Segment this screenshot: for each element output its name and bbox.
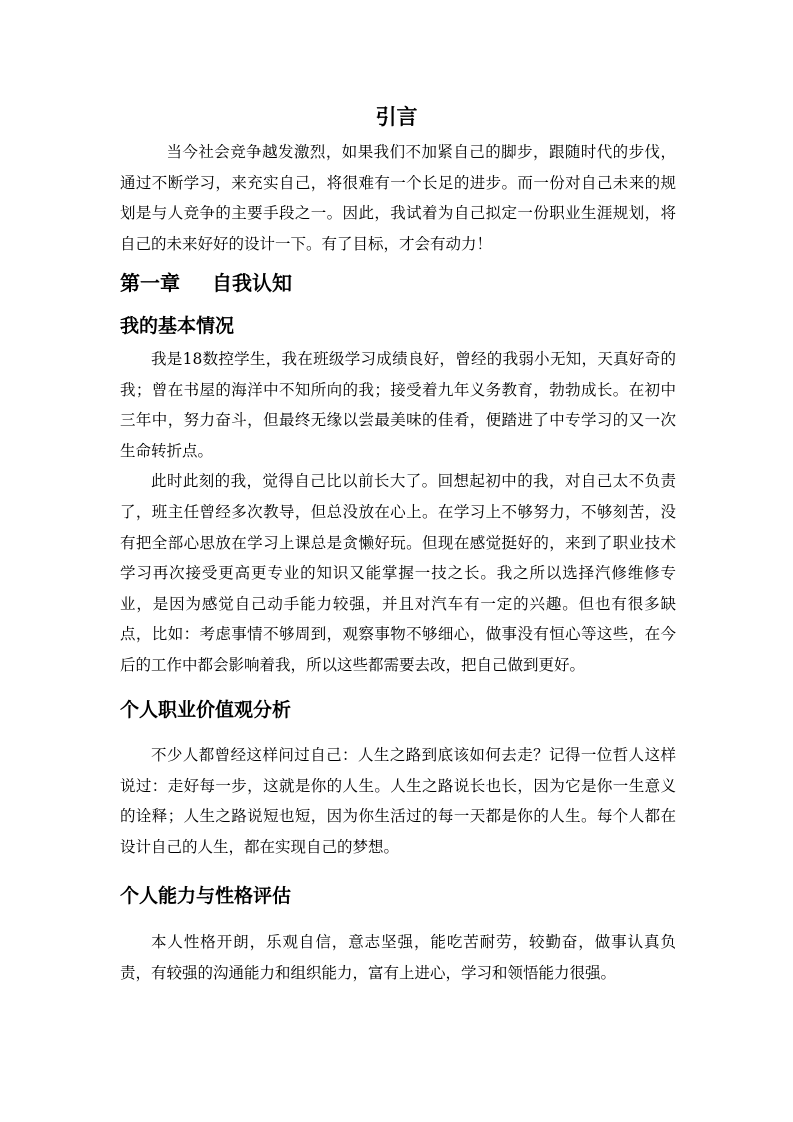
ability-paragraph: 本人性格开朗，乐观自信，意志坚强，能吃苦耐劳，较勤奋，做事认真负责，有较强的沟通能力和组织能力，富有上进心，学习和领悟能力很强。: [120, 933, 676, 982]
chapter-number: 第一章: [120, 271, 180, 295]
intro-block: [120, 137, 676, 259]
chapter-heading: [120, 268, 292, 298]
section-ability-body: [120, 927, 676, 988]
section-basic-info-body: [120, 344, 676, 681]
basic-info-paragraph-1: 我是18数控学生，我在班级学习成绩良好，曾经的我弱小无知，天真好奇的我；曾在书屋的海洋中不知所向的我；接受着九年义务教育，勃勃成长。在初中三年中，努力奋斗，但最终无缘以尝最美味的佳肴，便踏进了中专学习的又一次生命转折点。: [120, 350, 676, 460]
chapter-title: 自我认知: [212, 271, 292, 295]
section-heading-basic-info: 我的基本情况: [120, 315, 235, 337]
values-paragraph: 不少人都曾经这样问过自己：人生之路到底该如何去走？记得一位哲人这样说过：走好每一步，这就是你的人生。人生之路说长也长，因为它是你一生意义的诠释；人生之路说短也短，因为你生活过的每一天都是你的人生。每个人都在设计自己的人生，都在实现自己的梦想。: [120, 746, 676, 856]
section-values-body: [120, 740, 676, 862]
section-heading-values: 个人职业价值观分析: [120, 699, 292, 721]
section-heading-ability: 个人能力与性格评估: [120, 885, 292, 907]
document-title: 引言: [375, 105, 418, 129]
basic-info-paragraph-2: 此时此刻的我，觉得自己比以前长大了。回想起初中的我，对自己太不负责了，班主任曾经多次教导，但总没放在心上。在学习上不够努力，不够刻苦，没有把全部心思放在学习上课总是贪懒好玩。但现在感觉挺好的，来到了职业技术学习再次接受更高更专业的知识又能掌握一技之长。我之所以选择汽修维修专业，是因为感觉自己动手能力较强，并且对汽车有一定的兴趣。但也有很多缺点，比如：考虑事情不够周到，观察事物不够细心，做事没有恒心等这些，在今后的工作中都会影响着我，所以这些都需要去改，把自己做到更好。: [120, 472, 676, 674]
intro-paragraph: 当今社会竞争越发激烈，如果我们不加紧自己的脚步，跟随时代的步伐，通过不断学习，来充实自己，将很难有一个长足的进步。而一份对自己未来的规划是与人竞争的主要手段之一。因此，我试着为自己拟定一份职业生涯规划，将自己的未来好好的设计一下。有了目标，才会有动力！: [120, 143, 676, 253]
